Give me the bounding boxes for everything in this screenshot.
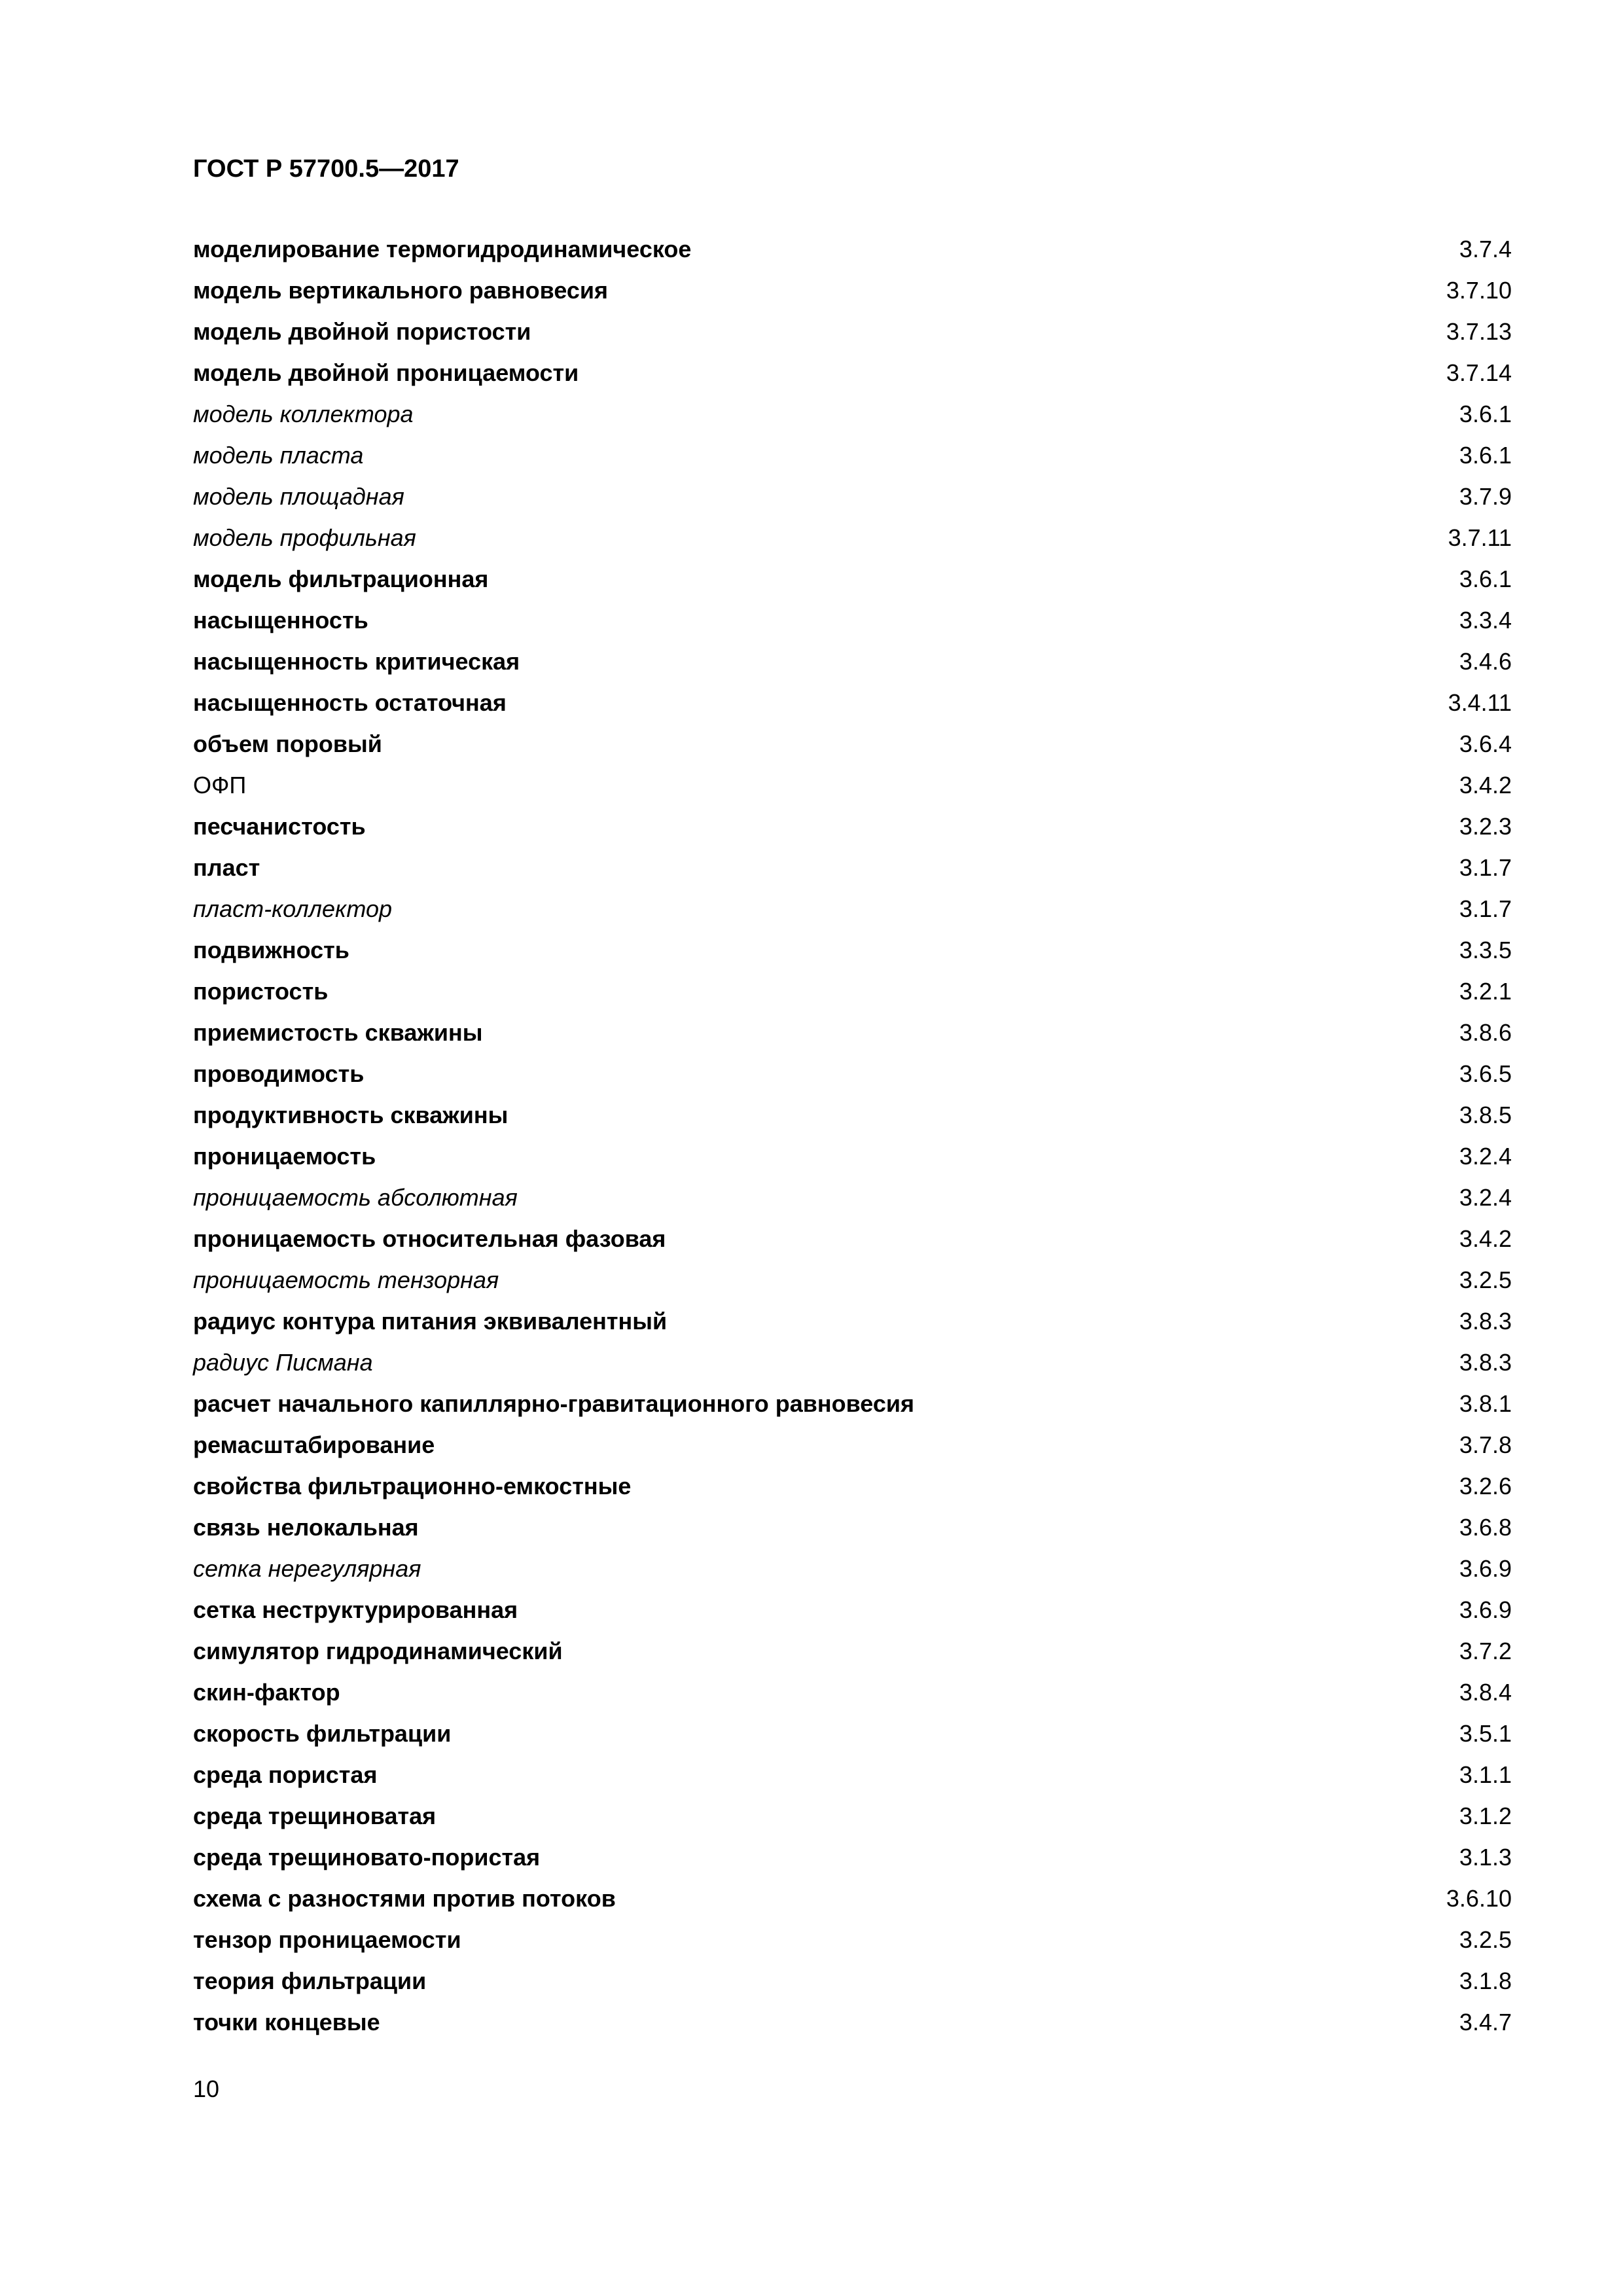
index-term: среда трещиноватая <box>193 1803 437 1829</box>
index-reference: 3.6.1 <box>1459 401 1512 427</box>
index-reference: 3.7.10 <box>1446 277 1512 304</box>
index-term: ремасштабирование <box>193 1431 435 1458</box>
index-term: проводимость <box>193 1060 365 1087</box>
index-entry <box>193 929 1512 971</box>
index-entry <box>193 435 1512 476</box>
index-entry <box>193 1259 1512 1300</box>
index-entry <box>193 888 1512 929</box>
index-term: свойства фильтрационно-емкостные <box>193 1473 632 1499</box>
index-entry <box>193 723 1512 764</box>
index-reference: 3.8.6 <box>1459 1019 1512 1046</box>
index-entry <box>193 476 1512 517</box>
index-reference: 3.7.11 <box>1448 524 1512 551</box>
index-entry <box>193 971 1512 1012</box>
index-reference: 3.1.1 <box>1459 1761 1512 1788</box>
index-reference: 3.2.5 <box>1459 1926 1512 1953</box>
index-term: среда трещиновато-пористая <box>193 1844 541 1871</box>
index-entry <box>193 1837 1512 1878</box>
index-entry <box>193 1589 1512 1630</box>
index-term: модель двойной проницаемости <box>193 359 579 386</box>
index-reference: 3.1.7 <box>1459 854 1512 881</box>
index-entry <box>193 641 1512 682</box>
index-reference: 3.2.3 <box>1459 813 1512 840</box>
index-term: пласт <box>193 854 260 881</box>
index-term: проницаемость абсолютная <box>193 1184 518 1211</box>
index-entry <box>193 311 1512 352</box>
index-entry <box>193 228 1512 270</box>
index-term: насыщенность критическая <box>193 648 520 675</box>
index-entry <box>193 1094 1512 1136</box>
index-term: сетка нерегулярная <box>193 1555 421 1582</box>
index-reference: 3.8.5 <box>1459 1102 1512 1128</box>
index-term: пласт-коллектор <box>193 895 392 922</box>
page-number: 10 <box>193 2075 220 2102</box>
index-term: скорость фильтрации <box>193 1720 452 1747</box>
index-reference: 3.3.4 <box>1459 607 1512 634</box>
index-term: ОФП <box>193 772 247 798</box>
index-term: модель фильтрационная <box>193 565 489 592</box>
index-reference: 3.6.9 <box>1459 1596 1512 1623</box>
index-reference: 3.8.4 <box>1459 1679 1512 1706</box>
index-entry <box>193 1012 1512 1053</box>
index-reference: 3.7.8 <box>1459 1431 1512 1458</box>
index-term: точки концевые <box>193 2009 380 2036</box>
index-entry <box>193 1878 1512 1919</box>
index-entry <box>193 806 1512 847</box>
index-term: среда пористая <box>193 1761 378 1788</box>
index-reference: 3.6.10 <box>1446 1885 1512 1912</box>
index-term: тензор проницаемости <box>193 1926 461 1953</box>
index-reference: 3.2.4 <box>1459 1143 1512 1170</box>
index-term: насыщенность остаточная <box>193 689 507 716</box>
index-entry <box>193 1218 1512 1259</box>
index-entry <box>193 1754 1512 1795</box>
index-term: схема с разностями против потоков <box>193 1885 616 1912</box>
index-term: проницаемость <box>193 1143 376 1170</box>
index-reference: 3.3.5 <box>1459 937 1512 963</box>
index-reference: 3.4.6 <box>1459 648 1512 675</box>
index-reference: 3.7.4 <box>1459 236 1512 262</box>
index-term: модель площадная <box>193 483 404 510</box>
index-reference: 3.6.4 <box>1459 730 1512 757</box>
index-reference: 3.4.11 <box>1448 689 1512 716</box>
index-reference: 3.8.1 <box>1459 1390 1512 1417</box>
index-entry <box>193 1053 1512 1094</box>
index-entry <box>193 1960 1512 2001</box>
index-reference: 3.2.6 <box>1459 1473 1512 1499</box>
index-term: скин-фактор <box>193 1679 340 1706</box>
index-term: теория фильтрации <box>193 1967 427 1994</box>
index-term: модель двойной пористости <box>193 318 531 345</box>
index-reference: 3.7.13 <box>1446 318 1512 345</box>
index-term: расчет начального капиллярно-гравитационного равновесия <box>193 1390 914 1417</box>
index-term: подвижность <box>193 937 349 963</box>
index-entry <box>193 1136 1512 1177</box>
index-entry <box>193 1672 1512 1713</box>
index-term: насыщенность <box>193 607 368 634</box>
index-reference: 3.1.3 <box>1459 1844 1512 1871</box>
index-reference: 3.2.1 <box>1459 978 1512 1005</box>
index-reference: 3.7.14 <box>1446 359 1512 386</box>
index-entry <box>193 1300 1512 1342</box>
index-entry <box>193 682 1512 723</box>
index-entry <box>193 1919 1512 1960</box>
index-reference: 3.5.1 <box>1459 1720 1512 1747</box>
index-entry <box>193 558 1512 600</box>
index-term: радиус Писмана <box>193 1349 373 1376</box>
index-entry <box>193 1548 1512 1589</box>
index-term: моделирование термогидродинамическое <box>193 236 692 262</box>
index-reference: 3.2.4 <box>1459 1184 1512 1211</box>
index-term: продуктивность скважины <box>193 1102 508 1128</box>
index-entry <box>193 600 1512 641</box>
index-entry <box>193 393 1512 435</box>
index-entry <box>193 1507 1512 1548</box>
index-entry <box>193 764 1512 806</box>
index-reference: 3.1.7 <box>1459 895 1512 922</box>
index-term: проницаемость тензорная <box>193 1266 499 1293</box>
alphabetical-index-list <box>193 228 1512 2043</box>
index-reference: 3.4.7 <box>1459 2009 1512 2036</box>
index-term: симулятор гидродинамический <box>193 1638 563 1664</box>
index-entry <box>193 517 1512 558</box>
index-term: модель пласта <box>193 442 364 469</box>
index-entry <box>193 1713 1512 1754</box>
index-term: проницаемость относительная фазовая <box>193 1225 666 1252</box>
index-entry <box>193 2001 1512 2043</box>
index-entry <box>193 1177 1512 1218</box>
index-term: модель вертикального равновесия <box>193 277 609 304</box>
index-reference: 3.1.2 <box>1459 1803 1512 1829</box>
index-reference: 3.8.3 <box>1459 1308 1512 1335</box>
index-reference: 3.1.8 <box>1459 1967 1512 1994</box>
index-reference: 3.6.9 <box>1459 1555 1512 1582</box>
index-reference: 3.2.5 <box>1459 1266 1512 1293</box>
index-entry <box>193 1342 1512 1383</box>
index-term: пористость <box>193 978 329 1005</box>
index-entry <box>193 1424 1512 1465</box>
index-reference: 3.6.1 <box>1459 442 1512 469</box>
index-reference: 3.7.9 <box>1459 483 1512 510</box>
index-entry <box>193 352 1512 393</box>
index-reference: 3.4.2 <box>1459 772 1512 798</box>
index-term: объем поровый <box>193 730 382 757</box>
index-term: приемистость скважины <box>193 1019 483 1046</box>
index-term: песчанистость <box>193 813 366 840</box>
index-term: модель профильная <box>193 524 416 551</box>
index-reference: 3.8.3 <box>1459 1349 1512 1376</box>
index-reference: 3.4.2 <box>1459 1225 1512 1252</box>
index-entry <box>193 1383 1512 1424</box>
index-term: связь нелокальная <box>193 1514 419 1541</box>
index-term: сетка неструктурированная <box>193 1596 518 1623</box>
index-entry <box>193 1795 1512 1837</box>
index-term: модель коллектора <box>193 401 414 427</box>
index-term: радиус контура питания эквивалентный <box>193 1308 668 1335</box>
index-reference: 3.6.5 <box>1459 1060 1512 1087</box>
index-entry <box>193 1465 1512 1507</box>
document-header: ГОСТ Р 57700.5—2017 <box>193 155 459 183</box>
index-reference: 3.7.2 <box>1459 1638 1512 1664</box>
index-reference: 3.6.8 <box>1459 1514 1512 1541</box>
index-entry <box>193 1630 1512 1672</box>
index-entry <box>193 847 1512 888</box>
index-entry <box>193 270 1512 311</box>
index-reference: 3.6.1 <box>1459 565 1512 592</box>
